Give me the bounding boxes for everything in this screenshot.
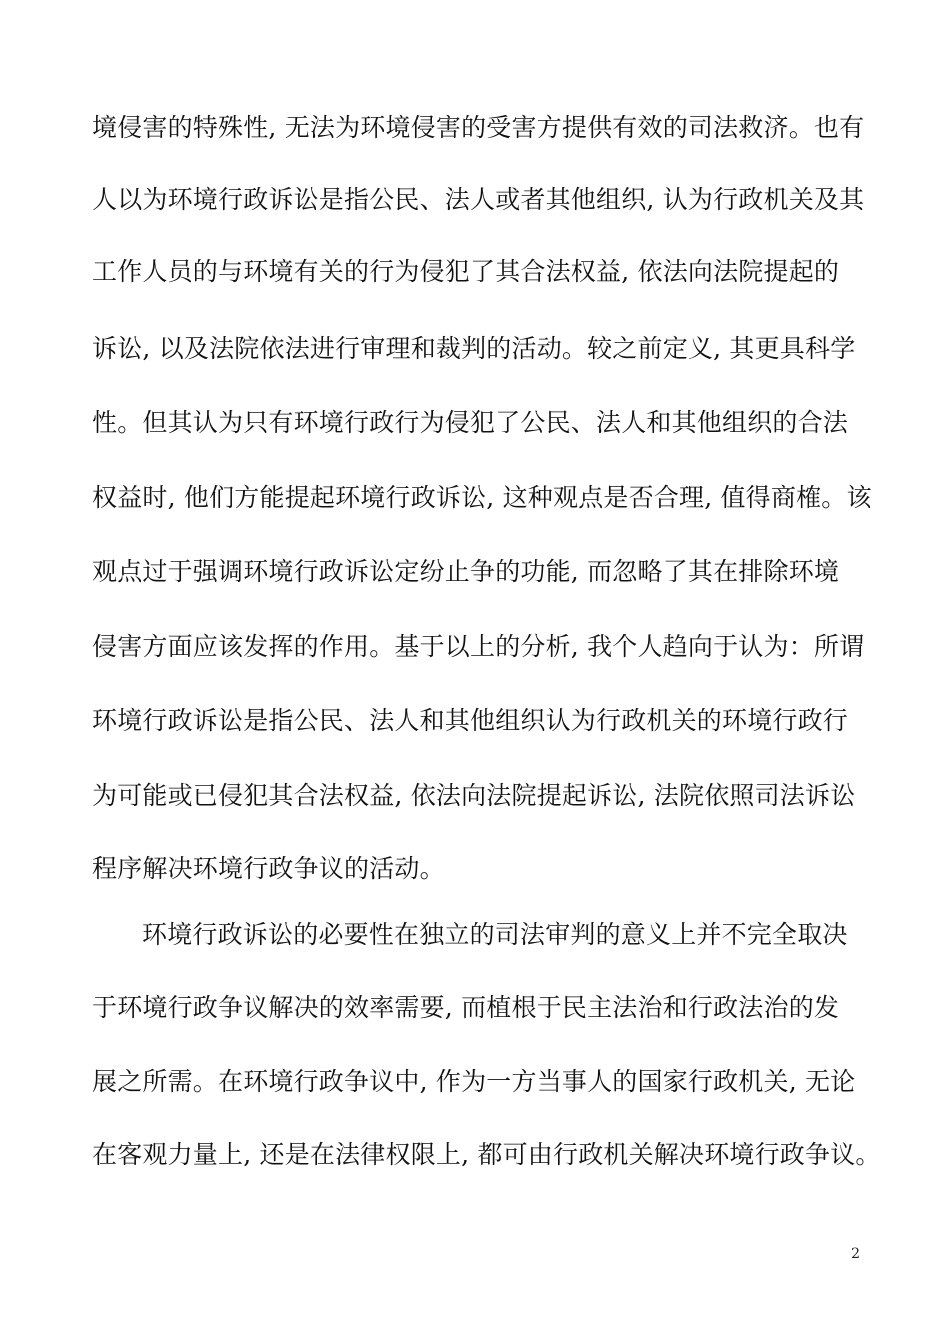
paragraph-2-line-3: 展之所需。在环境行政争议中, 作为一方当事人的国家行政机关, 无论	[92, 1067, 856, 1096]
paragraph-1-line-4: 诉讼, 以及法院依法进行审理和裁判的活动。较之前定义, 其更具科学	[92, 334, 856, 363]
paragraph-1-line-7: 观点过于强调环境行政诉讼定纷止争的功能, 而忽略了其在排除环境	[92, 557, 840, 586]
paragraph-1-line-11: 程序解决环境行政争议的活动。	[92, 854, 445, 883]
page-number: 2	[851, 1246, 860, 1262]
paragraph-1-line-10: 为可能或已侵犯其合法权益, 依法向法院提起诉讼, 法院依照司法诉讼	[92, 781, 856, 810]
paragraph-1-line-2: 人以为环境行政诉讼是指公民、法人或者其他组织, 认为行政机关及其	[92, 185, 865, 214]
paragraph-2-line-4: 在客观力量上, 还是在法律权限上, 都可由行政机关解决环境行政争议。	[92, 1140, 881, 1169]
paragraph-1-line-1: 境侵害的特殊性, 无法为环境侵害的受害方提供有效的司法救济。也有	[92, 113, 865, 142]
paragraph-1-line-3: 工作人员的与环境有关的行为侵犯了其合法权益, 依法向法院提起的	[92, 257, 840, 286]
paragraph-2-line-2: 于环境行政争议解决的效率需要, 而植根于民主法治和行政法治的发	[92, 993, 840, 1022]
paragraph-1-line-6: 权益时, 他们方能提起环境行政诉讼, 这种观点是否合理, 值得商榷。该	[92, 483, 872, 512]
paragraph-1-line-9: 环境行政诉讼是指公民、法人和其他组织认为行政机关的环境行政行	[92, 706, 849, 735]
paragraph-1-line-8: 侵害方面应该发挥的作用。基于以上的分析, 我个人趋向于认为：所谓	[92, 632, 865, 661]
paragraph-2-line-1: 环境行政诉讼的必要性在独立的司法审判的意义上并不完全取决	[142, 920, 848, 949]
paragraph-1-line-5: 性。但其认为只有环境行政行为侵犯了公民、法人和其他组织的合法	[92, 408, 849, 437]
